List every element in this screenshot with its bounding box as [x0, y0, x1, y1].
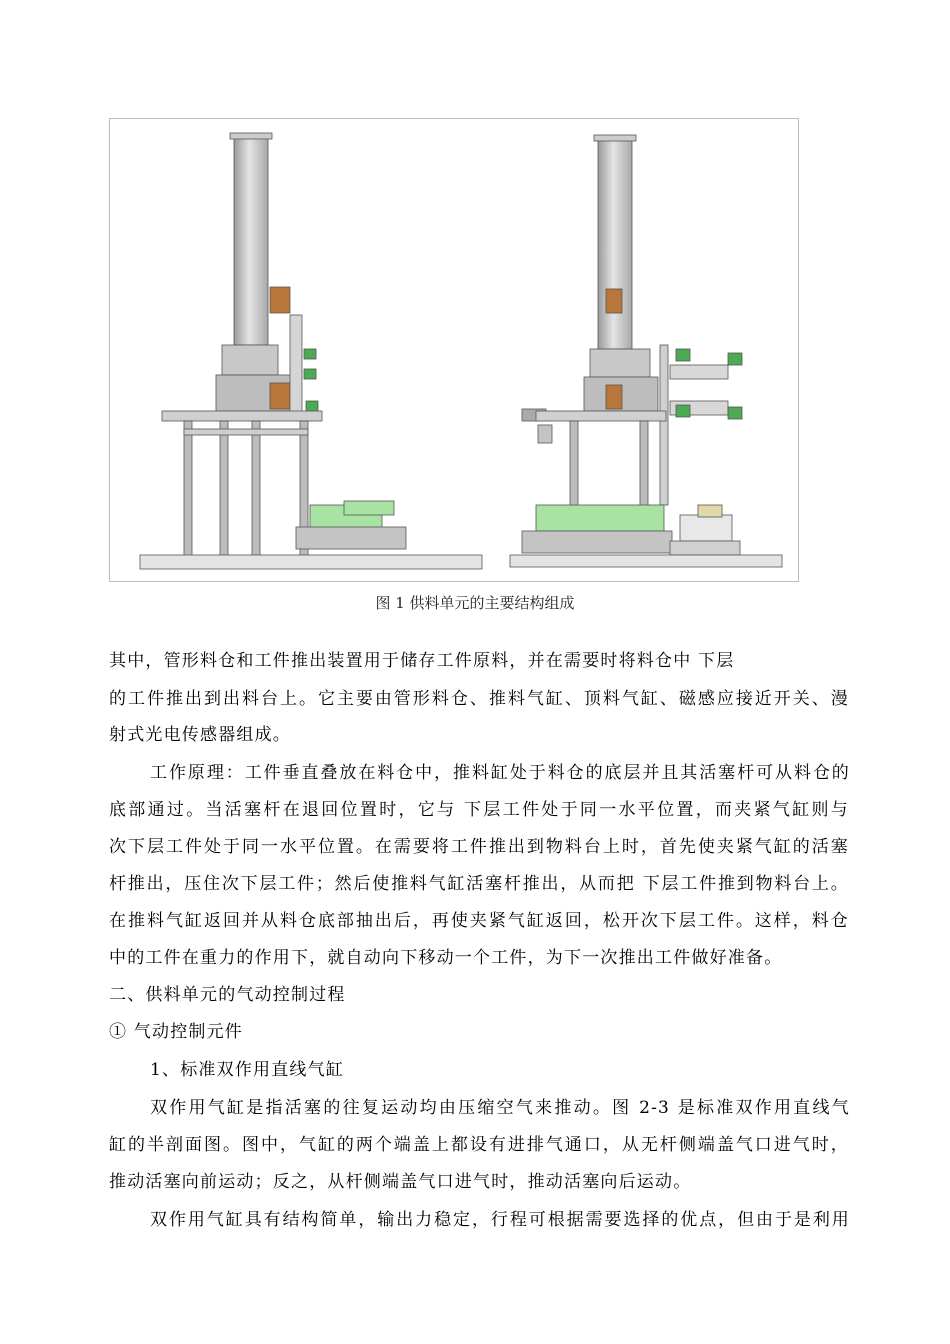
body-line-15: 推动活塞向前运动；反之，从杆侧端盖气口进气时，推动活塞向后运动。: [109, 1172, 692, 1192]
body-line-1: 其中，管形料仓和工件推出装置用于储存工件原料，并在需要时将料仓中 下层: [109, 651, 735, 671]
body-line-7: 杆推出，压住次下层工件；然后使推料气缸活塞杆推出，从而把 下层工件推到物料台上。: [109, 874, 849, 894]
left-view: [140, 133, 482, 569]
body-line-3: 射式光电传感器组成。: [109, 725, 291, 745]
body-line-4: 工作原理：工件垂直叠放在料仓中，推料缸处于料仓的底层并且其活塞杆可从料仓的: [150, 763, 850, 783]
supply-unit-drawing: [110, 119, 798, 581]
body-line-8: 在推料气缸返回并从料仓底部抽出后，再使夹紧气缸返回，松开次下层工件。这样，料仓: [109, 911, 849, 931]
figure-supply-unit: [109, 118, 799, 582]
right-view: [510, 135, 782, 567]
body-line-5: 底部通过。当活塞杆在退回位置时，它与 下层工件处于同一水平位置，而夹紧气缸则与: [109, 800, 849, 820]
body-line-13: 双作用气缸是指活塞的往复运动均由压缩空气来推动。图 2-3 是标准双作用直线气: [150, 1098, 850, 1118]
subsection-heading: ① 气动控制元件: [109, 1022, 244, 1042]
item-heading: 1、标准双作用直线气缸: [150, 1060, 345, 1080]
body-line-9: 中的工件在重力的作用下，就自动向下移动一个工件，为下一次推出工件做好准备。: [109, 948, 783, 968]
body-line-16: 双作用气缸具有结构简单，输出力稳定，行程可根据需要选择的优点，但由于是利用: [150, 1210, 850, 1230]
figure-caption: 图 1 供料单元的主要结构组成: [375, 594, 575, 612]
section-heading: 二、供料单元的气动控制过程: [109, 985, 346, 1005]
body-line-6: 次下层工件处于同一水平位置。在需要将工件推出到物料台上时，首先使夹紧气缸的活塞: [109, 837, 849, 857]
body-line-2: 的工件推出到出料台上。它主要由管形料仓、推料气缸、顶料气缸、磁感应接近开关、漫: [109, 689, 849, 709]
body-line-14: 缸的半剖面图。图中，气缸的两个端盖上都设有进排气通口，从无杆侧端盖气口进气时，: [109, 1135, 849, 1155]
